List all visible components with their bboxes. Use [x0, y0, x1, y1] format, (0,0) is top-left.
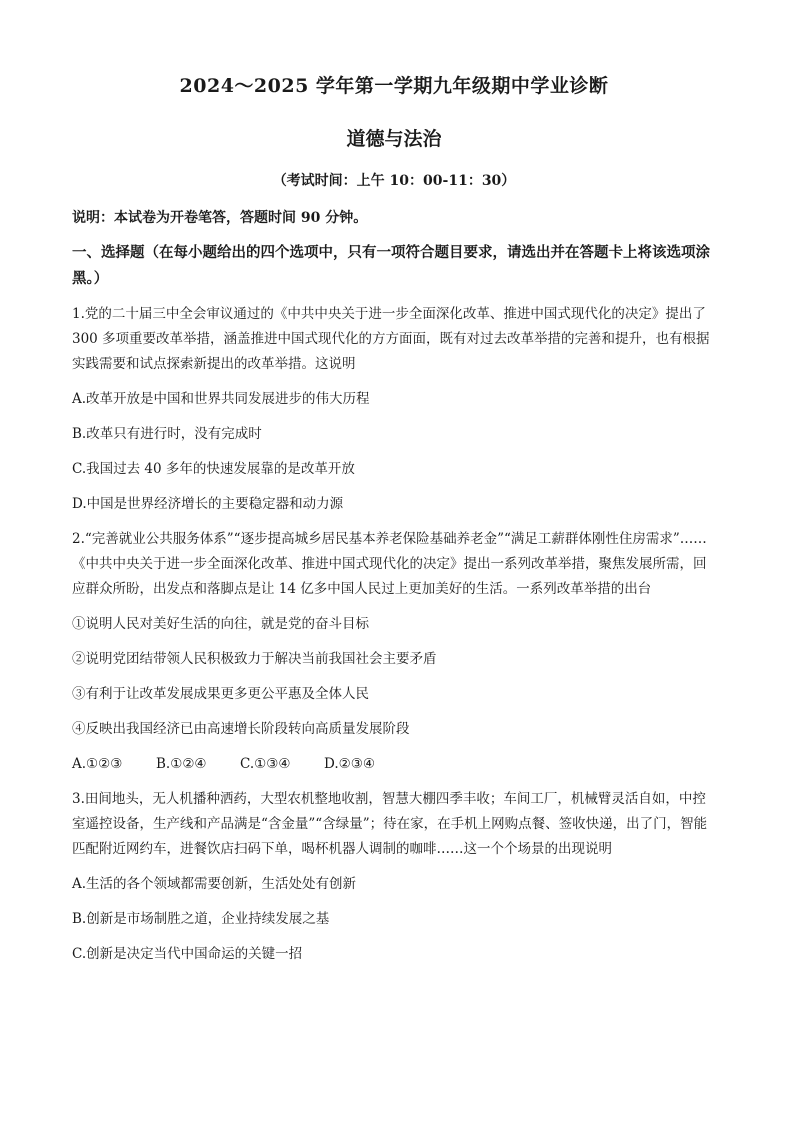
question-1-stem: 1.党的二十届三中全会审议通过的《中共中央关于进一步全面深化改革、推进中国式现代化的决定》提出了 300 多项重要改革举措，涵盖推进中国式现代化的方方面面，既有对过去改革举措的完善和提升，也有根据实践需要和试点探索新提出的改革举措。这说明	[72, 306, 710, 372]
exam-time: （考试时间：上午 10：00-11：30）	[272, 173, 516, 189]
question-2-statement-3: ③有利于让改革发展成果更多更公平惠及全体人民	[72, 686, 369, 702]
question-1-option-d: D.中国是世界经济增长的主要稳定器和动力源	[72, 496, 344, 512]
question-1-option-b: B.改革只有进行时，没有完成时	[72, 426, 262, 442]
question-3	[72, 787, 716, 967]
question-3-option-c: C.创新是决定当代中国命运的关键一招	[72, 946, 303, 962]
exam-title: 2024～2025 学年第一学期九年级期中学业诊断	[179, 75, 609, 97]
question-2-options	[72, 752, 716, 777]
question-2-option-d: D.②③④	[324, 756, 375, 772]
question-1	[72, 302, 716, 517]
exam-subject: 道德与法治	[346, 128, 442, 150]
question-2-option-b: B.①②④	[156, 756, 207, 772]
question-1-option-a: A.改革开放是中国和世界共同发展进步的伟大历程	[72, 391, 370, 407]
question-2-statement-2: ②说明党团结带领人民积极致力于解决当前我国社会主要矛盾	[72, 651, 437, 667]
question-3-stem: 3.田间地头，无人机播种洒药，大型农机整地收割，智慧大棚四季丰收；车间工厂，机械臂灵活自如，中控室遥控设备，生产线和产品满是“含金量”“含绿量”；待在家，在手机上网购点餐、签收快递，出了门，智能匹配附近网约车，进餐饮店扫码下单，喝杯机器人调制的咖啡……这一个个场景的出现说明	[72, 791, 708, 857]
question-1-option-c: C.我国过去 40 多年的快速发展靠的是改革开放	[72, 461, 355, 477]
section-heading-choice: 一、选择题（在每小题给出的四个选项中，只有一项符合题目要求，请选出并在答题卡上将该选项涂黑。）	[72, 244, 710, 287]
question-3-option-a: A.生活的各个领域都需要创新，生活处处有创新	[72, 876, 357, 892]
question-2	[72, 527, 716, 777]
question-2-stem: 2.“完善就业公共服务体系”“逐步提高城乡居民基本养老保险基础养老金”“满足工薪群体刚性住房需求”……《中共中央关于进一步全面深化改革、推进中国式现代化的决定》提出一系列改革举措，聚焦发展所需，回应群众所盼，出发点和落脚点是让 14 亿多中国人民过上更加美好的生活。一系列改革举措的出台	[72, 531, 707, 597]
question-2-statement-1: ①说明人民对美好生活的向往，就是党的奋斗目标	[72, 616, 369, 632]
exam-note: 说明：本试卷为开卷笔答，答题时间 90 分钟。	[72, 210, 368, 226]
question-2-statement-4: ④反映出我国经济已由高速增长阶段转向高质量发展阶段	[72, 721, 410, 737]
question-2-option-a: A.①②③	[72, 756, 123, 772]
question-2-option-c: C.①③④	[240, 756, 291, 772]
question-3-option-b: B.创新是市场制胜之道，企业持续发展之基	[72, 911, 330, 927]
